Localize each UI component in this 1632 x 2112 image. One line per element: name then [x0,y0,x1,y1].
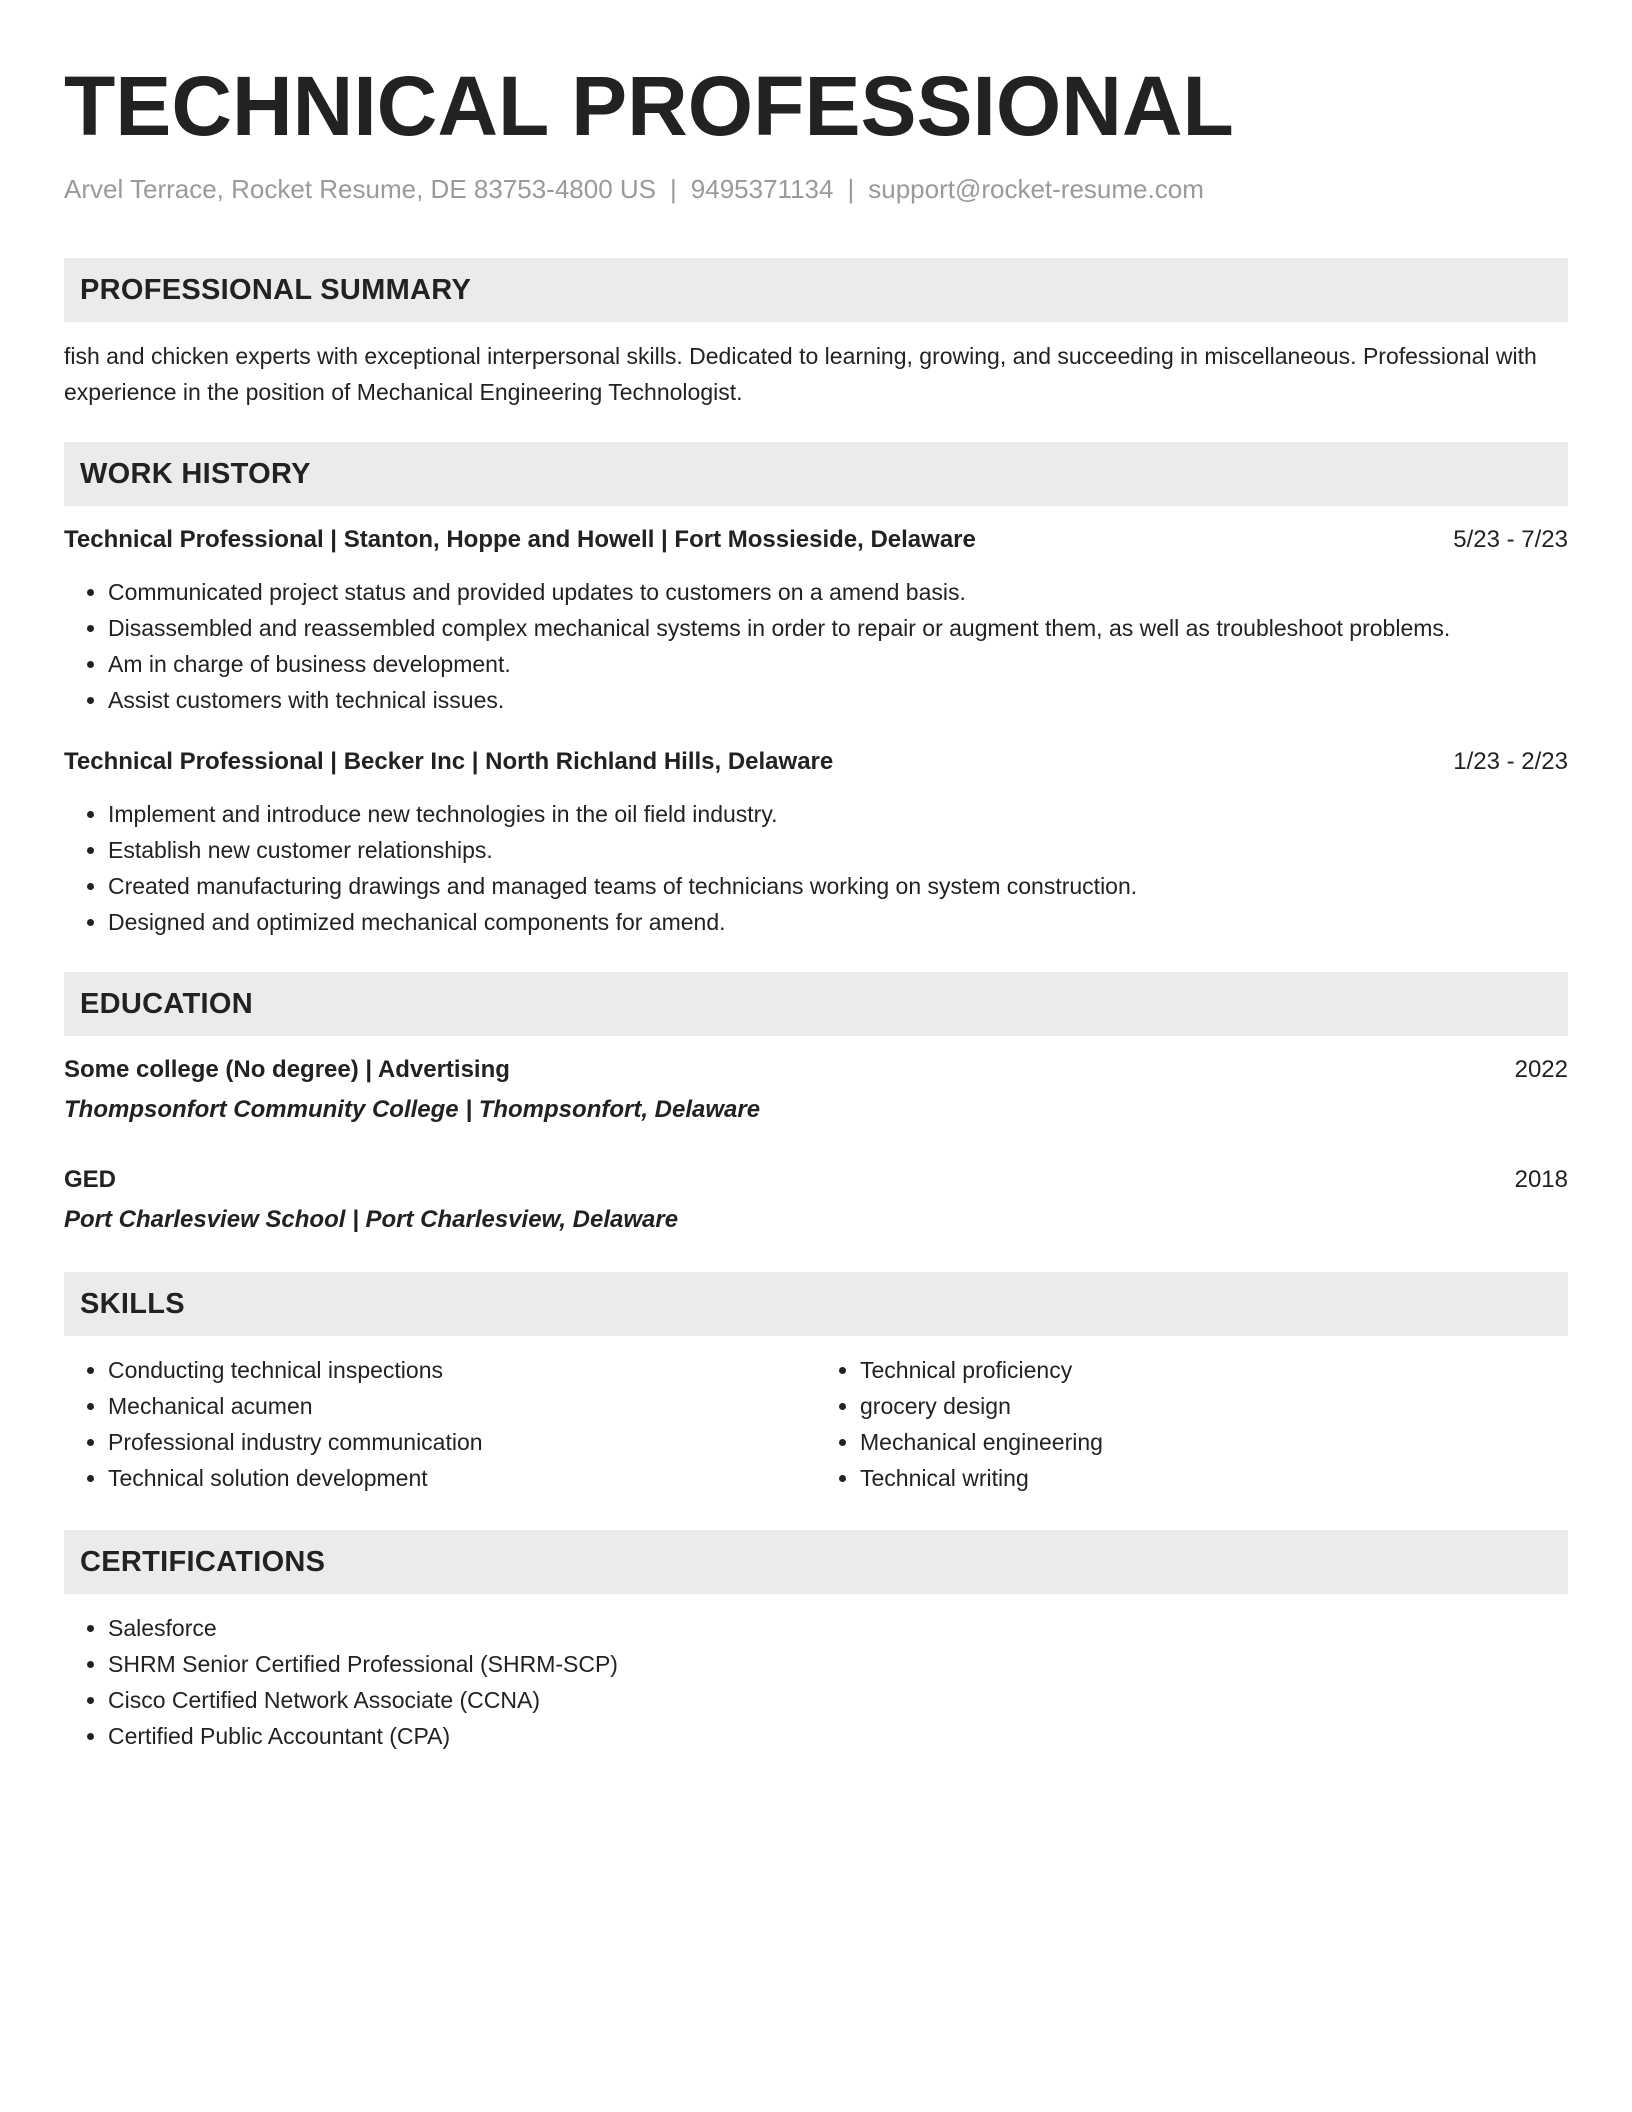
education-degree: GED [64,1166,117,1193]
job-bullet: • Establish new customer relationships. [108,832,1568,868]
summary-heading: PROFESSIONAL SUMMARY [64,258,1568,322]
skill-item: • Technical writing [860,1460,1568,1496]
job-entry-header [64,744,1568,780]
contact-separator: | [670,174,677,204]
job-bullets [64,574,1568,718]
job-title: Technical Professional | Becker Inc | North Richland Hills, Delaware [64,748,834,775]
education-entry-header [64,1052,1568,1088]
skill-item: • Mechanical acumen [108,1388,816,1424]
education-entry-header [64,1162,1568,1198]
job-dates: 5/23 - 7/23 [1453,526,1568,553]
job-entry-header [64,522,1568,558]
skill-item: • Technical proficiency [860,1352,1568,1388]
skills-heading: SKILLS [64,1272,1568,1336]
skills-list-right [816,1352,1568,1496]
skills-columns [64,1352,1568,1496]
education-year: 2018 [1514,1166,1568,1193]
job-bullet: • Designed and optimized mechanical components for amend. [108,904,1568,940]
job-title: Technical Professional | Stanton, Hoppe and Howell | Fort Mossieside, Delaware [64,526,976,553]
skill-item: • Technical solution development [108,1460,816,1496]
job-bullet: • Communicated project status and provided updates to customers on a amend basis. [108,574,1568,610]
certification-item: • Salesforce [108,1610,1568,1646]
contact-separator: | [847,174,855,204]
certifications-heading: CERTIFICATIONS [64,1530,1568,1594]
education-heading: EDUCATION [64,972,1568,1036]
contact-address: Arvel Terrace, Rocket Resume, DE 83753-4800 US [64,174,657,204]
job-bullet: • Created manufacturing drawings and managed teams of technicians working on system construction. [108,868,1568,904]
contact-email: support@rocket-resume.com [868,174,1204,204]
resume-page [64,56,1568,1754]
skill-item: • grocery design [860,1388,1568,1424]
job-bullet: • Am in charge of business development. [108,646,1568,682]
job-bullet: • Disassembled and reassembled complex mechanical systems in order to repair or augment them, as well as troubleshoot problems. [108,610,1568,646]
skill-item: • Mechanical engineering [860,1424,1568,1460]
work-history-heading: WORK HISTORY [64,442,1568,506]
certifications-list [64,1610,1568,1754]
education-school: Port Charlesview School | Port Charlesview, Delaware [64,1206,679,1233]
job-dates: 1/23 - 2/23 [1453,748,1568,775]
contact-line [64,172,1568,206]
skills-list-left [64,1352,816,1496]
job-bullets [64,796,1568,940]
resume-name: TECHNICAL PROFESSIONAL [64,59,1234,153]
skill-item: • Professional industry communication [108,1424,816,1460]
contact-phone: 9495371134 [690,174,834,204]
job-bullet: • Implement and introduce new technologies in the oil field industry. [108,796,1568,832]
certification-item: • Cisco Certified Network Associate (CCNA) [108,1682,1568,1718]
skill-item: • Conducting technical inspections [108,1352,816,1388]
certification-item: • SHRM Senior Certified Professional (SHRM-SCP) [108,1646,1568,1682]
education-degree: Some college (No degree) | Advertising [64,1056,510,1083]
job-bullet: • Assist customers with technical issues. [108,682,1568,718]
summary-text: fish and chicken experts with exceptional interpersonal skills. Dedicated to learning, growing, and succeeding in miscellaneous. Professional with experience in the position of Mechanical Engineering Technologist. [64,343,1537,405]
education-school: Thompsonfort Community College | Thompsonfort, Delaware [64,1096,761,1123]
education-year: 2022 [1514,1056,1568,1083]
certification-item: • Certified Public Accountant (CPA) [108,1718,1568,1754]
